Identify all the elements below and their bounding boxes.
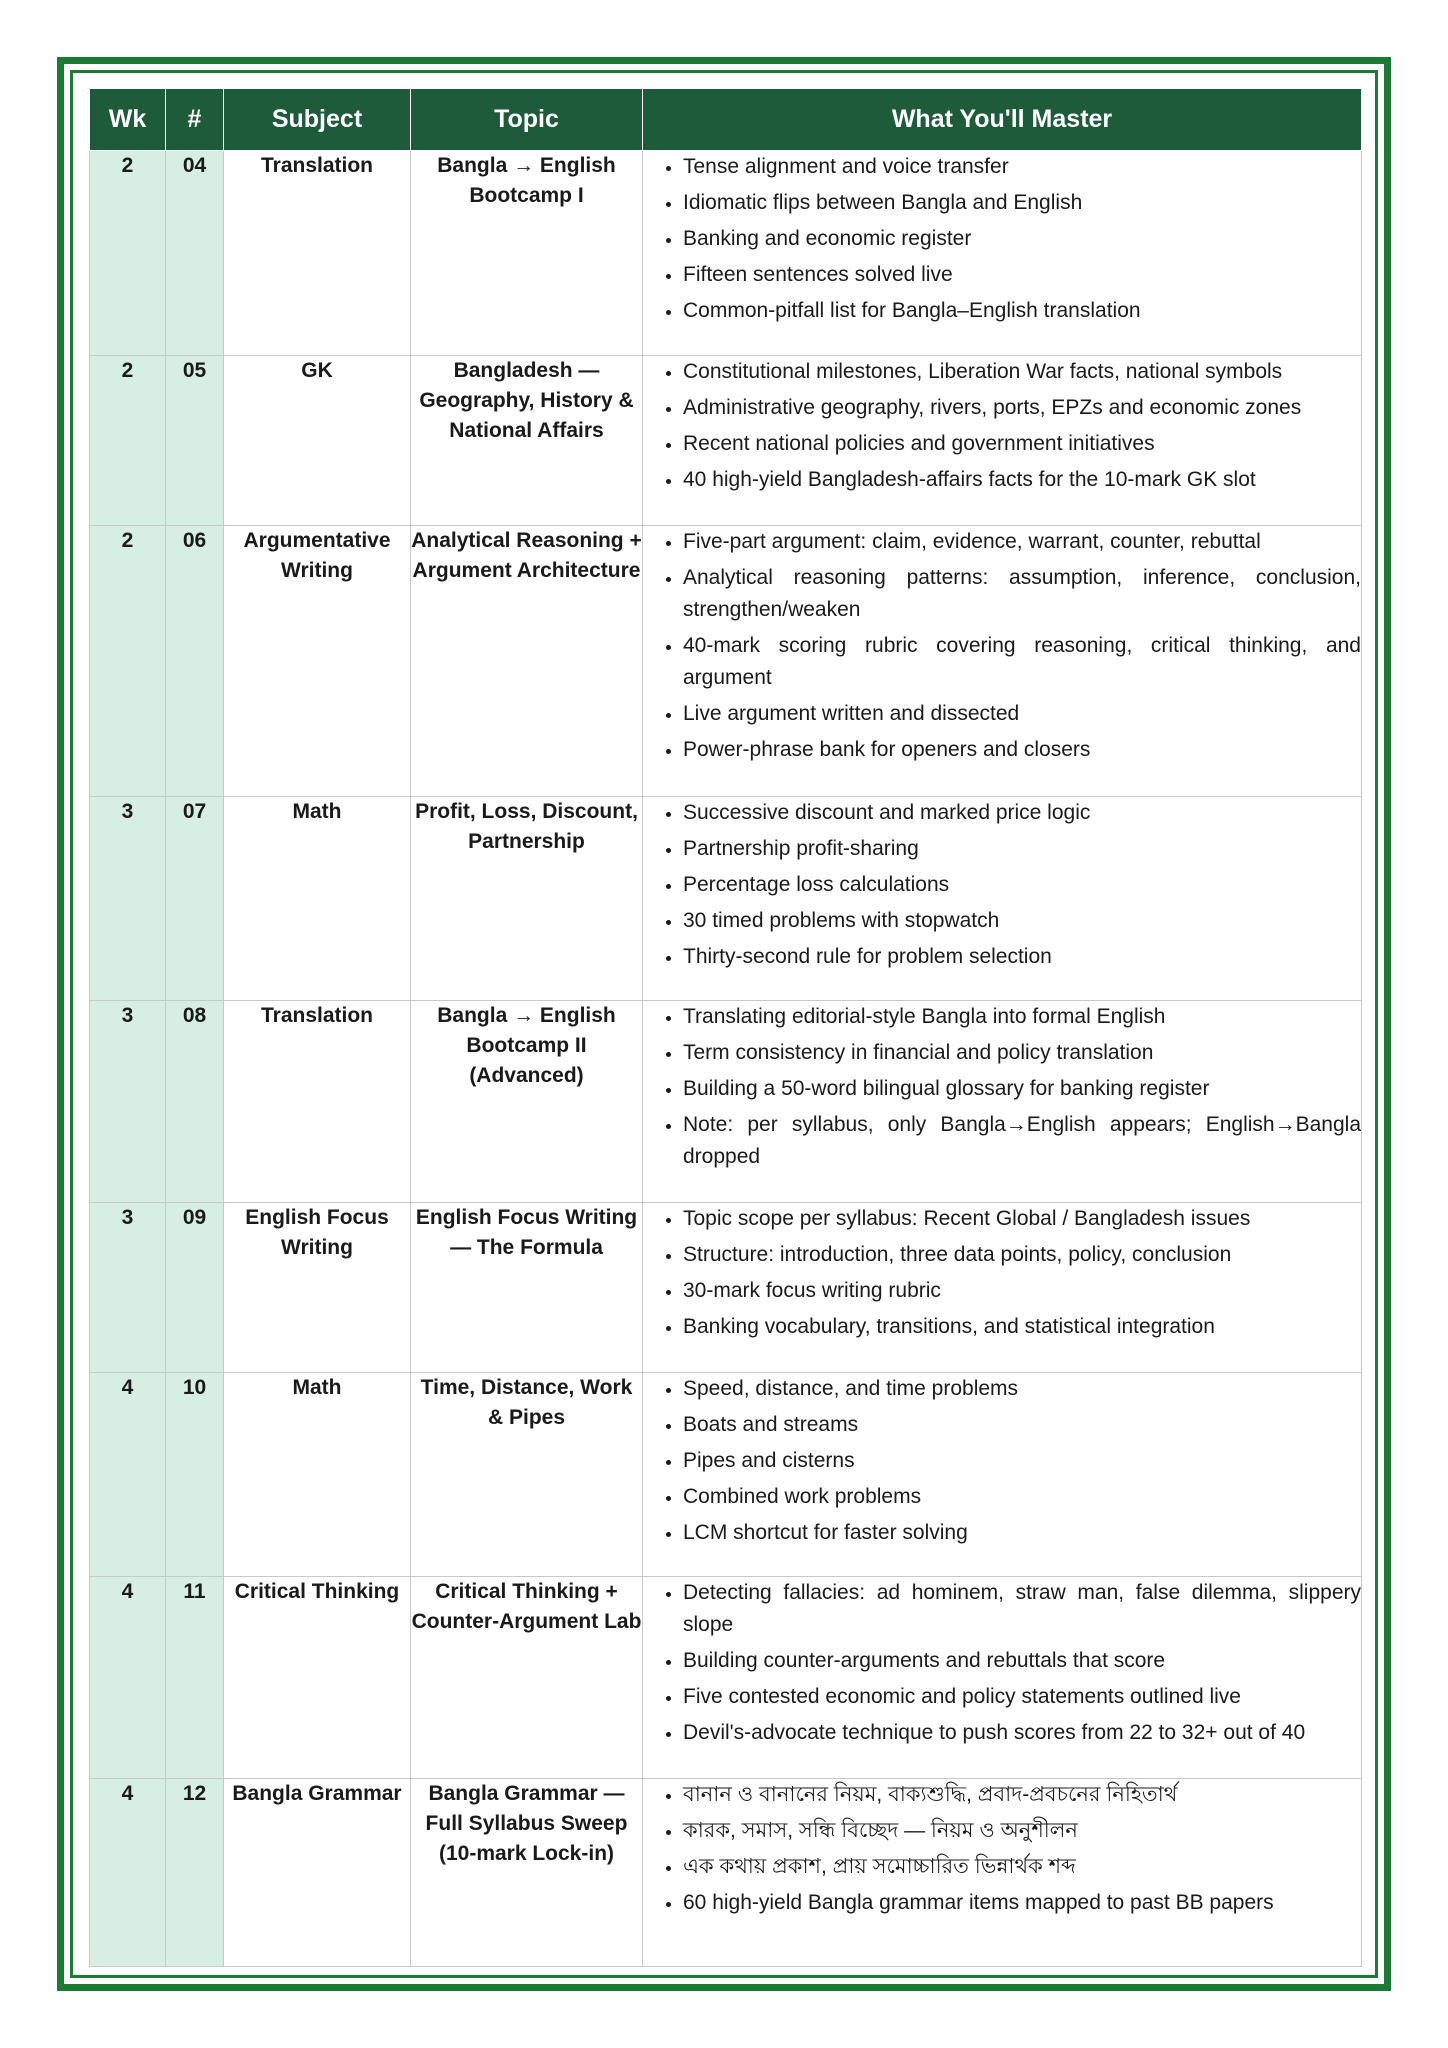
master-list (643, 797, 1361, 973)
cell-topic: Profit, Loss, Discount, Partnership (411, 797, 643, 1001)
cell-number: 11 (166, 1577, 224, 1779)
master-list-item: • Boats and streams (683, 1409, 1361, 1441)
cell-number: 07 (166, 797, 224, 1001)
cell-week: 4 (90, 1373, 166, 1577)
master-list-item: • Building a 50-word bilingual glossary for banking register (683, 1073, 1361, 1105)
cell-master (643, 797, 1362, 1001)
master-list-item: • Detecting fallacies: ad hominem, straw man, false dilemma, slippery slope (683, 1577, 1361, 1641)
cell-topic: Bangla → English Bootcamp II (Advanced) (411, 1001, 643, 1203)
cell-master (643, 1203, 1362, 1373)
table-header-row (90, 89, 1362, 151)
master-list (643, 1001, 1361, 1173)
cell-topic: Bangladesh — Geography, History & National Affairs (411, 356, 643, 526)
master-list-item: • Partnership profit-sharing (683, 833, 1361, 865)
cell-week: 2 (90, 151, 166, 356)
cell-topic: English Focus Writing — The Formula (411, 1203, 643, 1373)
master-list-item: • এক কথায় প্রকাশ, প্রায় সমোচ্চারিত ভিন্নার্থক শব্দ (683, 1851, 1361, 1883)
cell-subject: Argumentative Writing (224, 526, 411, 797)
cell-subject: Translation (224, 151, 411, 356)
cell-week: 2 (90, 356, 166, 526)
cell-subject: Critical Thinking (224, 1577, 411, 1779)
cell-week: 3 (90, 1203, 166, 1373)
cell-topic: Bangla Grammar — Full Syllabus Sweep (10-mark Lock-in) (411, 1779, 643, 1967)
master-list (643, 1577, 1361, 1749)
table-row (90, 797, 1362, 1001)
master-list-item: • Pipes and cisterns (683, 1445, 1361, 1477)
master-list-item: • Topic scope per syllabus: Recent Global / Bangladesh issues (683, 1203, 1361, 1235)
cell-topic: Time, Distance, Work & Pipes (411, 1373, 643, 1577)
table-row (90, 1577, 1362, 1779)
master-list-item: • Live argument written and dissected (683, 698, 1361, 730)
master-list-item: • Devil's-advocate technique to push scores from 22 to 32+ out of 40 (683, 1717, 1361, 1749)
master-list-item: • 60 high-yield Bangla grammar items mapped to past BB papers (683, 1887, 1361, 1919)
cell-week: 2 (90, 526, 166, 797)
table-row (90, 151, 1362, 356)
master-list-item: • 40-mark scoring rubric covering reasoning, critical thinking, and argument (683, 630, 1361, 694)
master-list-item: • Banking vocabulary, transitions, and statistical integration (683, 1311, 1361, 1343)
master-list-item: • Analytical reasoning patterns: assumption, inference, conclusion, strengthen/weaken (683, 562, 1361, 626)
cell-week: 3 (90, 1001, 166, 1203)
cell-subject: Math (224, 1373, 411, 1577)
master-list (643, 526, 1361, 766)
cell-subject: GK (224, 356, 411, 526)
master-list-item: • Percentage loss calculations (683, 869, 1361, 901)
cell-number: 05 (166, 356, 224, 526)
table-row (90, 1373, 1362, 1577)
cell-master (643, 526, 1362, 797)
cell-week: 3 (90, 797, 166, 1001)
header-num: # (166, 89, 224, 151)
master-list-item: • 30-mark focus writing rubric (683, 1275, 1361, 1307)
cell-week: 4 (90, 1577, 166, 1779)
table-row (90, 526, 1362, 797)
master-list-item: • কারক, সমাস, সন্ধি বিচ্ছেদ — নিয়ম ও অনুশীলন (683, 1815, 1361, 1847)
master-list-item: • Thirty-second rule for problem selection (683, 941, 1361, 973)
cell-number: 09 (166, 1203, 224, 1373)
master-list-item: • Successive discount and marked price logic (683, 797, 1361, 829)
master-list-item: • 40 high-yield Bangladesh-affairs facts for the 10-mark GK slot (683, 464, 1361, 496)
table-row (90, 1001, 1362, 1203)
master-list-item: • Five contested economic and policy statements outlined live (683, 1681, 1361, 1713)
table-body (90, 151, 1362, 1967)
master-list-item: • Fifteen sentences solved live (683, 259, 1361, 291)
cell-subject: English Focus Writing (224, 1203, 411, 1373)
master-list-item: • Translating editorial-style Bangla into formal English (683, 1001, 1361, 1033)
master-list (643, 1779, 1361, 1919)
cell-topic: Critical Thinking + Counter-Argument Lab (411, 1577, 643, 1779)
cell-week: 4 (90, 1779, 166, 1967)
master-list (643, 151, 1361, 327)
master-list-item: • Speed, distance, and time problems (683, 1373, 1361, 1405)
master-list-item: • Idiomatic flips between Bangla and English (683, 187, 1361, 219)
master-list-item: • LCM shortcut for faster solving (683, 1517, 1361, 1549)
cell-number: 08 (166, 1001, 224, 1203)
master-list-item: • Term consistency in financial and policy translation (683, 1037, 1361, 1069)
master-list-item: • Common-pitfall list for Bangla–English translation (683, 295, 1361, 327)
cell-number: 06 (166, 526, 224, 797)
master-list-item: • Banking and economic register (683, 223, 1361, 255)
master-list-item: • Recent national policies and government initiatives (683, 428, 1361, 460)
master-list-item: • 30 timed problems with stopwatch (683, 905, 1361, 937)
master-list-item: • Administrative geography, rivers, ports, EPZs and economic zones (683, 392, 1361, 424)
master-list (643, 1203, 1361, 1343)
master-list-item: • Note: per syllabus, only Bangla→English appears; English→Bangla dropped (683, 1109, 1361, 1173)
cell-master (643, 151, 1362, 356)
cell-master (643, 1001, 1362, 1203)
study-plan-table (89, 88, 1362, 1967)
master-list (643, 1373, 1361, 1549)
table-row (90, 1779, 1362, 1967)
cell-master (643, 1779, 1362, 1967)
header-master: What You'll Master (643, 89, 1362, 151)
master-list-item: • Power-phrase bank for openers and closers (683, 734, 1361, 766)
cell-master (643, 1373, 1362, 1577)
cell-topic: Bangla → English Bootcamp I (411, 151, 643, 356)
header-subject: Subject (224, 89, 411, 151)
master-list-item: • Building counter-arguments and rebuttals that score (683, 1645, 1361, 1677)
table-row (90, 356, 1362, 526)
master-list-item: • Structure: introduction, three data points, policy, conclusion (683, 1239, 1361, 1271)
cell-number: 12 (166, 1779, 224, 1967)
cell-master (643, 1577, 1362, 1779)
master-list-item: • Combined work problems (683, 1481, 1361, 1513)
cell-number: 04 (166, 151, 224, 356)
cell-number: 10 (166, 1373, 224, 1577)
master-list-item: • Five-part argument: claim, evidence, warrant, counter, rebuttal (683, 526, 1361, 558)
master-list-item: • বানান ও বানানের নিয়ম, বাক্যশুদ্ধি, প্রবাদ-প্রবচনের নিহিতার্থ (683, 1779, 1361, 1811)
cell-subject: Translation (224, 1001, 411, 1203)
header-wk: Wk (90, 89, 166, 151)
table-row (90, 1203, 1362, 1373)
cell-subject: Bangla Grammar (224, 1779, 411, 1967)
cell-topic: Analytical Reasoning + Argument Architecture (411, 526, 643, 797)
cell-master (643, 356, 1362, 526)
master-list-item: • Constitutional milestones, Liberation War facts, national symbols (683, 356, 1361, 388)
master-list (643, 356, 1361, 496)
master-list-item: • Tense alignment and voice transfer (683, 151, 1361, 183)
header-topic: Topic (411, 89, 643, 151)
cell-subject: Math (224, 797, 411, 1001)
